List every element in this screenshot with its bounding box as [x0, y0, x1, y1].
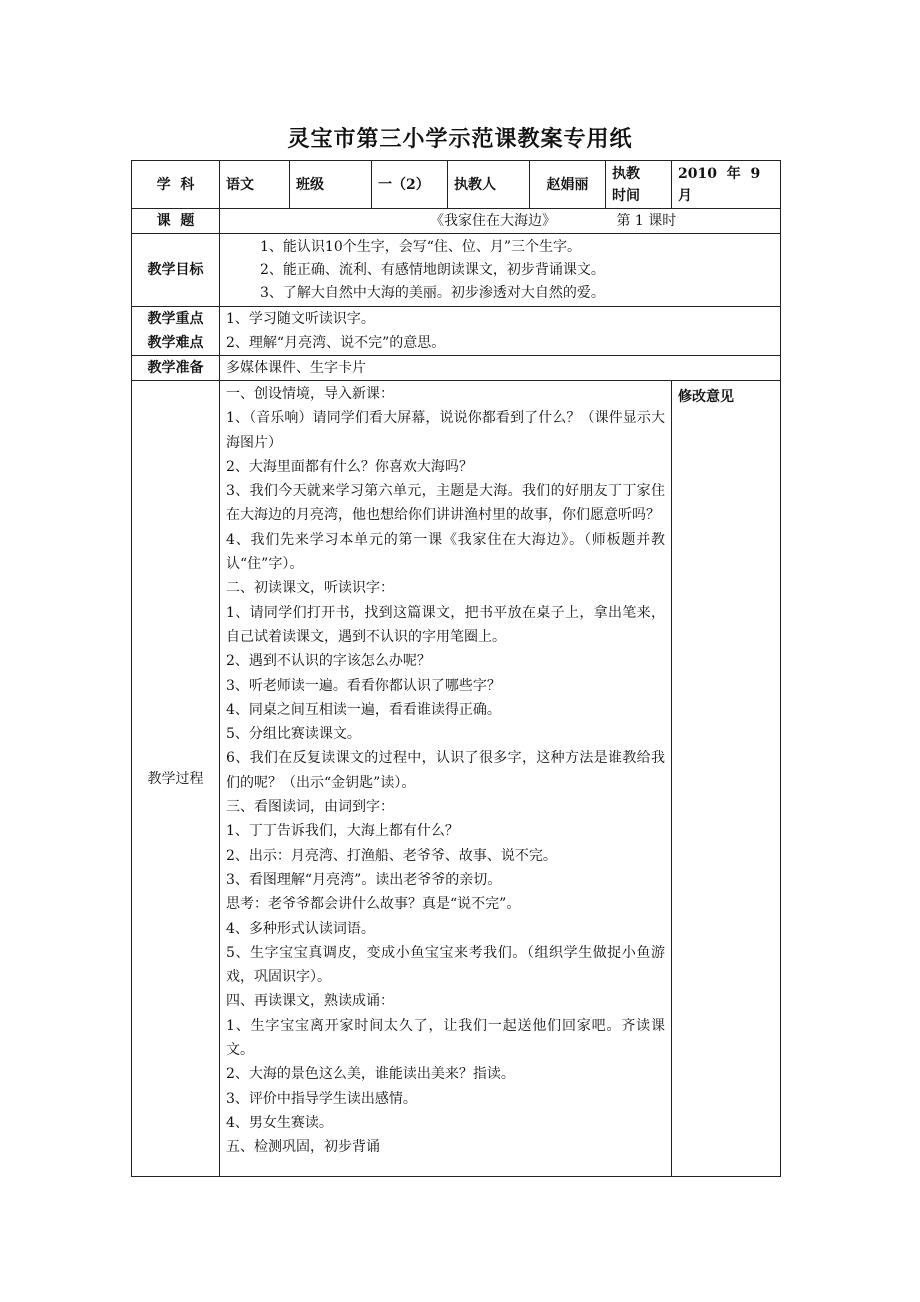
process-line: 4、多种形式认读词语。 — [226, 920, 375, 937]
process-line: 3、看图理解“月亮湾”。读出老爷爷的亲切。 — [226, 871, 502, 888]
process-content — [220, 381, 672, 1177]
preparation-value: 多媒体课件、生字卡片 — [220, 356, 781, 381]
process-line: 3、评价中指导学生读出感情。 — [226, 1090, 417, 1107]
time-value: 2010 年 9 月 — [672, 161, 781, 209]
key-points-row — [132, 307, 781, 356]
subject-value: 语文 — [220, 161, 290, 209]
process-line: 5、生字宝宝真调皮，变成小鱼宝宝来考我们。（组织学生做捉小鱼游戏，巩固识字）。 — [226, 944, 665, 986]
process-line: 1、（音乐响）请同学们看大屏幕，说说你都看到了什么？（课件显示大海图片） — [226, 410, 665, 451]
goal-item: 1、能认识10个生字，会写“住、位、月”三个生字。 — [260, 238, 582, 255]
key-points-label: 教学重点 教学难点 — [132, 307, 220, 356]
process-line: 3、听老师读一遍。看看你都认识了哪些字？ — [226, 677, 501, 694]
process-line: 四、再读课文，熟读成诵： — [226, 993, 394, 1010]
process-line: 5、分组比赛读课文。 — [226, 726, 361, 743]
process-line: 二、初读课文，听读识字： — [226, 580, 394, 597]
process-line: 4、同桌之间互相读一遍，看看谁读得正确。 — [226, 701, 501, 718]
topic-value: 《我家住在大海边》 第 1 课时 — [220, 209, 781, 234]
modify-opinion-cell — [672, 381, 781, 1177]
lesson-plan-table — [131, 160, 781, 1177]
process-line: 1、请同学们打开书，找到这篇课文，把书平放在桌子上，拿出笔来，自己试着读课文，遇到不认识的字用笔圈上。 — [226, 604, 665, 645]
modify-opinion-label: 修改意见 — [678, 389, 734, 405]
process-line: 2、出示：月亮湾、打渔船、老爷爷、故事、说不完。 — [226, 847, 557, 864]
class-value: 一（2） — [372, 161, 448, 209]
process-line: 4、男女生赛读。 — [226, 1114, 333, 1131]
process-line: 2、大海里面都有什么？你喜欢大海吗？ — [226, 458, 473, 475]
goals-row — [132, 234, 781, 307]
subject-label: 学 科 — [132, 161, 220, 209]
process-label: 教学过程 — [132, 381, 220, 1177]
topic-row — [132, 209, 781, 234]
key-points-content: 1、学习随文听读识字。 2、理解“月亮湾、说不完”的意思。 — [220, 307, 781, 356]
process-row — [132, 381, 781, 1177]
process-line: 一、创设情境，导入新课： — [226, 386, 394, 402]
goal-item: 2、能正确、流利、有感情地朗读课文，初步背诵课文。 — [260, 261, 605, 278]
goals-content — [220, 234, 781, 307]
process-line: 五、检测巩固，初步背诵 — [226, 1139, 380, 1156]
goals-label: 教学目标 — [132, 234, 220, 307]
process-line: 1、丁丁告诉我们，大海上都有什么？ — [226, 823, 459, 840]
process-line: 三、看图读词，由词到字： — [226, 799, 394, 816]
process-line: 2、遇到不认识的字该怎么办呢？ — [226, 653, 431, 670]
header-row — [132, 161, 781, 209]
class-label: 班级 — [290, 161, 372, 209]
process-line: 3、我们今天就来学习第六单元，主题是大海。我们的好朋友丁丁家住在大海边的月亮湾，他也想给你们讲讲渔村里的故事，你们愿意听吗？ — [226, 483, 665, 524]
process-line: 2、大海的景色这么美，谁能读出美来？指读。 — [226, 1066, 515, 1083]
process-line: 4、我们先来学习本单元的第一课《我家住在大海边》。（师板题并教认“住”字）。 — [226, 531, 665, 573]
process-line: 6、我们在反复读课文的过程中，认识了很多字，这种方法是谁教给我们的呢？（出示“金钥匙”读）。 — [226, 750, 665, 791]
time-label: 执教 时间 — [606, 161, 672, 209]
topic-label: 课 题 — [132, 209, 220, 234]
teacher-value: 赵娟丽 — [530, 161, 606, 209]
preparation-row — [132, 356, 781, 381]
page-title: 灵宝市第三小学示范课教案专用纸 — [287, 126, 633, 152]
teacher-label: 执教人 — [448, 161, 530, 209]
process-line: 思考：老爷爷都会讲什么故事？真是“说不完”。 — [226, 896, 521, 913]
goal-item: 3、了解大自然中大海的美丽。初步渗透对大自然的爱。 — [260, 284, 605, 301]
process-line: 1、生字宝宝离开家时间太久了，让我们一起送他们回家吧。齐读课文。 — [226, 1017, 665, 1059]
preparation-label: 教学准备 — [132, 356, 220, 381]
